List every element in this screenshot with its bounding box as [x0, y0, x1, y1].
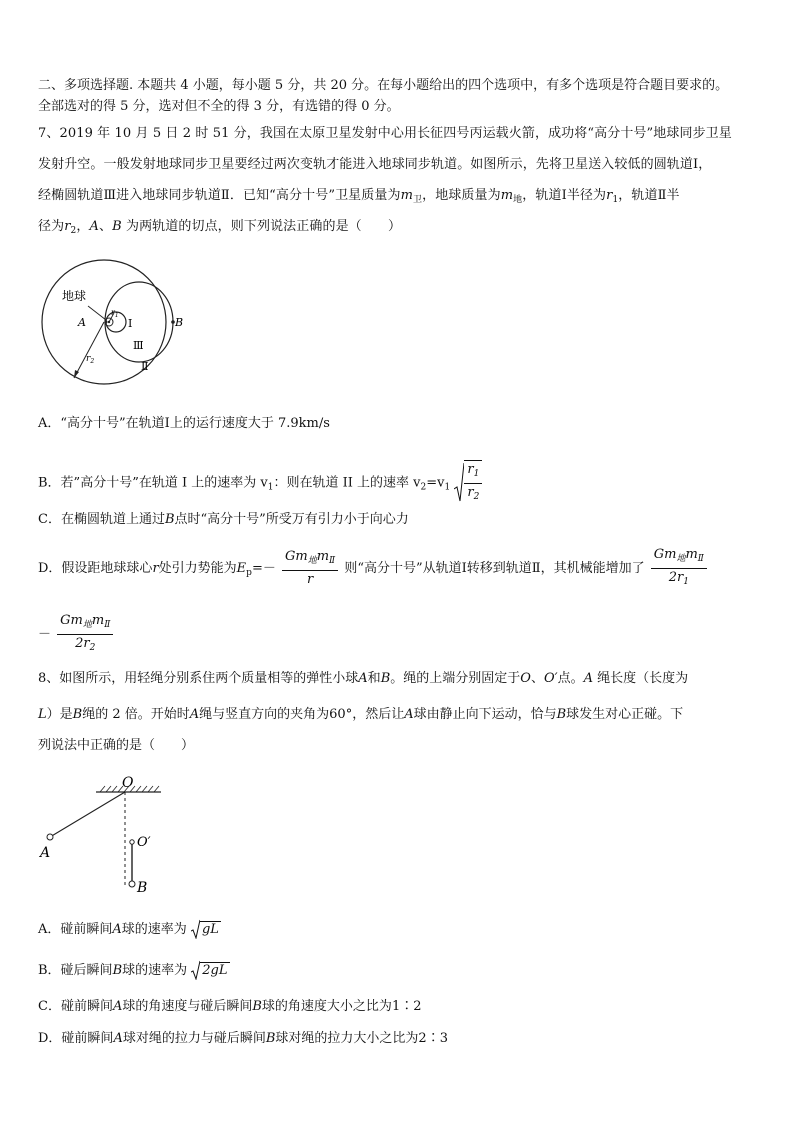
- orbit-diagram: [38, 258, 203, 388]
- q7-stem-line1: 7、2019 年 10 月 5 日 2 时 51 分，我国在太原卫星发射中心用长征四号丙运载火箭，成功将“高分十号”地球同步卫星: [38, 126, 732, 141]
- r1-label: $r_1$: [111, 308, 119, 319]
- label-b: B: [137, 880, 148, 896]
- orbit-i-label: Ⅰ: [128, 317, 133, 330]
- pendulum-diagram: [38, 772, 178, 897]
- potential-energy-fraction: $\frac{Gm_地m_Ⅱ}{r}$: [282, 548, 338, 589]
- label-o-prime: O′: [137, 835, 151, 850]
- orbit-ii-label: Ⅱ: [141, 360, 149, 373]
- earth-pointer-line: [88, 306, 106, 320]
- q8-stem-line2: L）是B绳的 2 倍。开始时A绳与竖直方向的夹角为60°，然后让A球由静止向下运动，恰与B球发生对心正碰。下: [38, 707, 684, 722]
- q8-option-d: D．碰前瞬间A球对绳的拉力与碰后瞬间B球对绳的拉力大小之比为2∶3: [38, 1031, 448, 1046]
- pivot-o-prime: [130, 840, 134, 844]
- q7-stem-line3: 经椭圆轨道Ⅲ进入地球同步轨道Ⅱ．已知“高分十号”卫星质量为$m_卫$，地球质量为$m_地$，轨道Ⅰ半径为$r_1$，轨道Ⅱ半: [38, 188, 680, 205]
- ball-a: [47, 834, 53, 840]
- q7-option-d-continued: － $\frac{Gm_地m_Ⅱ}{2r_2}$: [38, 612, 115, 657]
- r2-arrowhead: [74, 370, 79, 378]
- point-b-label: B: [175, 316, 184, 329]
- q7-option-a: A．“高分十号”在轨道Ⅰ上的运行速度大于 7.9km/s: [38, 416, 330, 431]
- earth-label: 地球: [62, 289, 87, 303]
- point-a-label: A: [78, 316, 86, 329]
- label-a: A: [40, 845, 51, 861]
- section-heading-line2: 全部选对的得 5 分，选对但不全的得 3 分，有选错的得 0 分。: [38, 99, 400, 114]
- q8-option-a: A．碰前瞬间A球的速率为 gL: [38, 919, 221, 940]
- orbit-iii-label: Ⅲ: [133, 339, 144, 352]
- energy-fraction-r1: $\frac{Gm_地m_Ⅱ}{2r_1}$: [651, 546, 707, 591]
- section-heading-line1: 二、多项选择题. 本题共 4 小题，每小题 5 分，共 20 分。在每小题给出的四个选项中，有多个选项是符合题目要求的。: [38, 78, 729, 93]
- q7-option-d: D．假设距地球球心r处引力势能为$E_p=-$ $\frac{Gm_地m_Ⅱ}{r}$ 则“高分十号”从轨道Ⅰ转移到轨道Ⅱ，其机械能增加了 $\frac{Gm_地m_Ⅱ}{2r_1}$: [38, 546, 709, 591]
- sqrt-r1-over-r2: $\frac{r_1}{r_2}$: [454, 460, 484, 506]
- q7-stem-line4: 径为$r_2$，A、B 为两轨道的切点，则下列说法正确的是（ ）: [38, 219, 402, 236]
- r2-label: $r_2$: [86, 354, 95, 365]
- q7-option-c: C．在椭圆轨道上通过B点时“高分十号”所受万有引力小于向心力: [38, 512, 409, 527]
- q8-stem-line3: 列说法中正确的是（ ）: [38, 738, 195, 753]
- q7-stem-line2: 发射升空。一般发射地球同步卫星要经过两次变轨才能进入地球同步轨道。如图所示，先将卫星送入较低的圆轨道Ⅰ，: [38, 157, 712, 172]
- ball-b: [129, 881, 135, 887]
- r2-radius-line: [74, 322, 104, 378]
- energy-fraction-r2: $\frac{Gm_地m_Ⅱ}{2r_2}$: [57, 612, 113, 657]
- label-o: O: [122, 775, 134, 791]
- rope-a: [50, 792, 125, 837]
- sqrt-2gl: 2gL: [191, 960, 229, 981]
- q8-option-c: C．碰前瞬间A球的角速度与碰后瞬间B球的角速度大小之比为1∶2: [38, 999, 422, 1014]
- sqrt-gl: gL: [191, 919, 221, 940]
- q8-option-b: B．碰后瞬间B球的速率为 2gL: [38, 960, 230, 981]
- q7-option-b: B．若”高分十号”在轨道 I 上的速率为 $v_1$：则在轨道 II 上的速率 $v_2=v_1$ $\frac{r_1}{r_2}$: [38, 460, 484, 506]
- point-a-dot: [105, 321, 108, 324]
- q8-stem-line1: 8、如图所示，用轻绳分别系住两个质量相等的弹性小球A和B。绳的上端分别固定于O、O′点。A 绳长度（长度为: [38, 671, 689, 686]
